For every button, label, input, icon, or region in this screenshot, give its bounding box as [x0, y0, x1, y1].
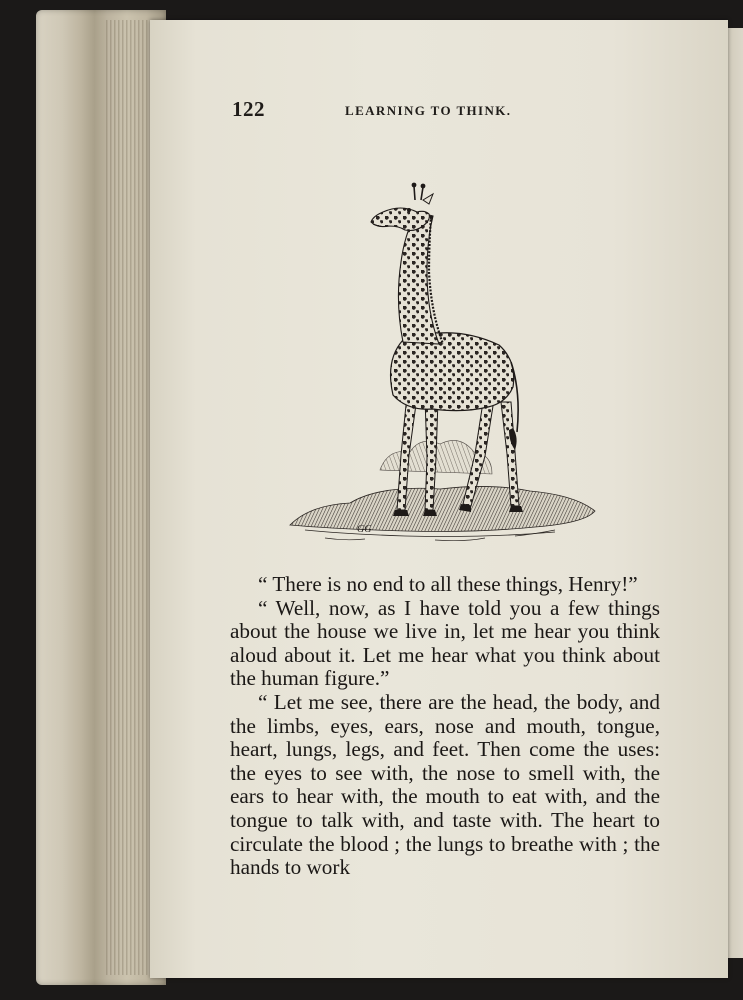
page-number: 122: [232, 97, 265, 121]
body-text: [230, 573, 660, 880]
paragraph: “ Well, now, as I have told you a few things about the house we live in, let me hear you think aloud about it. Let me hear what you think about the human figure.”: [230, 595, 660, 691]
page-edges: [36, 10, 166, 985]
paragraph: “ There is no end to all these things, Henry!”: [258, 572, 638, 596]
facing-page-edge: [726, 28, 743, 958]
paragraph: “ Let me see, there are the head, the body, and the limbs, eyes, ears, nose and mouth, tongue, heart, lungs, legs, and feet. Then come the uses: the eyes to see with, the nose to smell with, the ears to hear with, the mouth to eat with, and the tongue to talk with, and taste with. The heart to circulate the blood ; the lungs to breathe with ; the hands to work: [230, 689, 660, 880]
giraffe-illustration: [285, 170, 605, 545]
book-page: [150, 20, 728, 978]
running-head: LEARNING TO THINK.: [345, 103, 512, 118]
illustration-signature: GG: [357, 524, 372, 535]
